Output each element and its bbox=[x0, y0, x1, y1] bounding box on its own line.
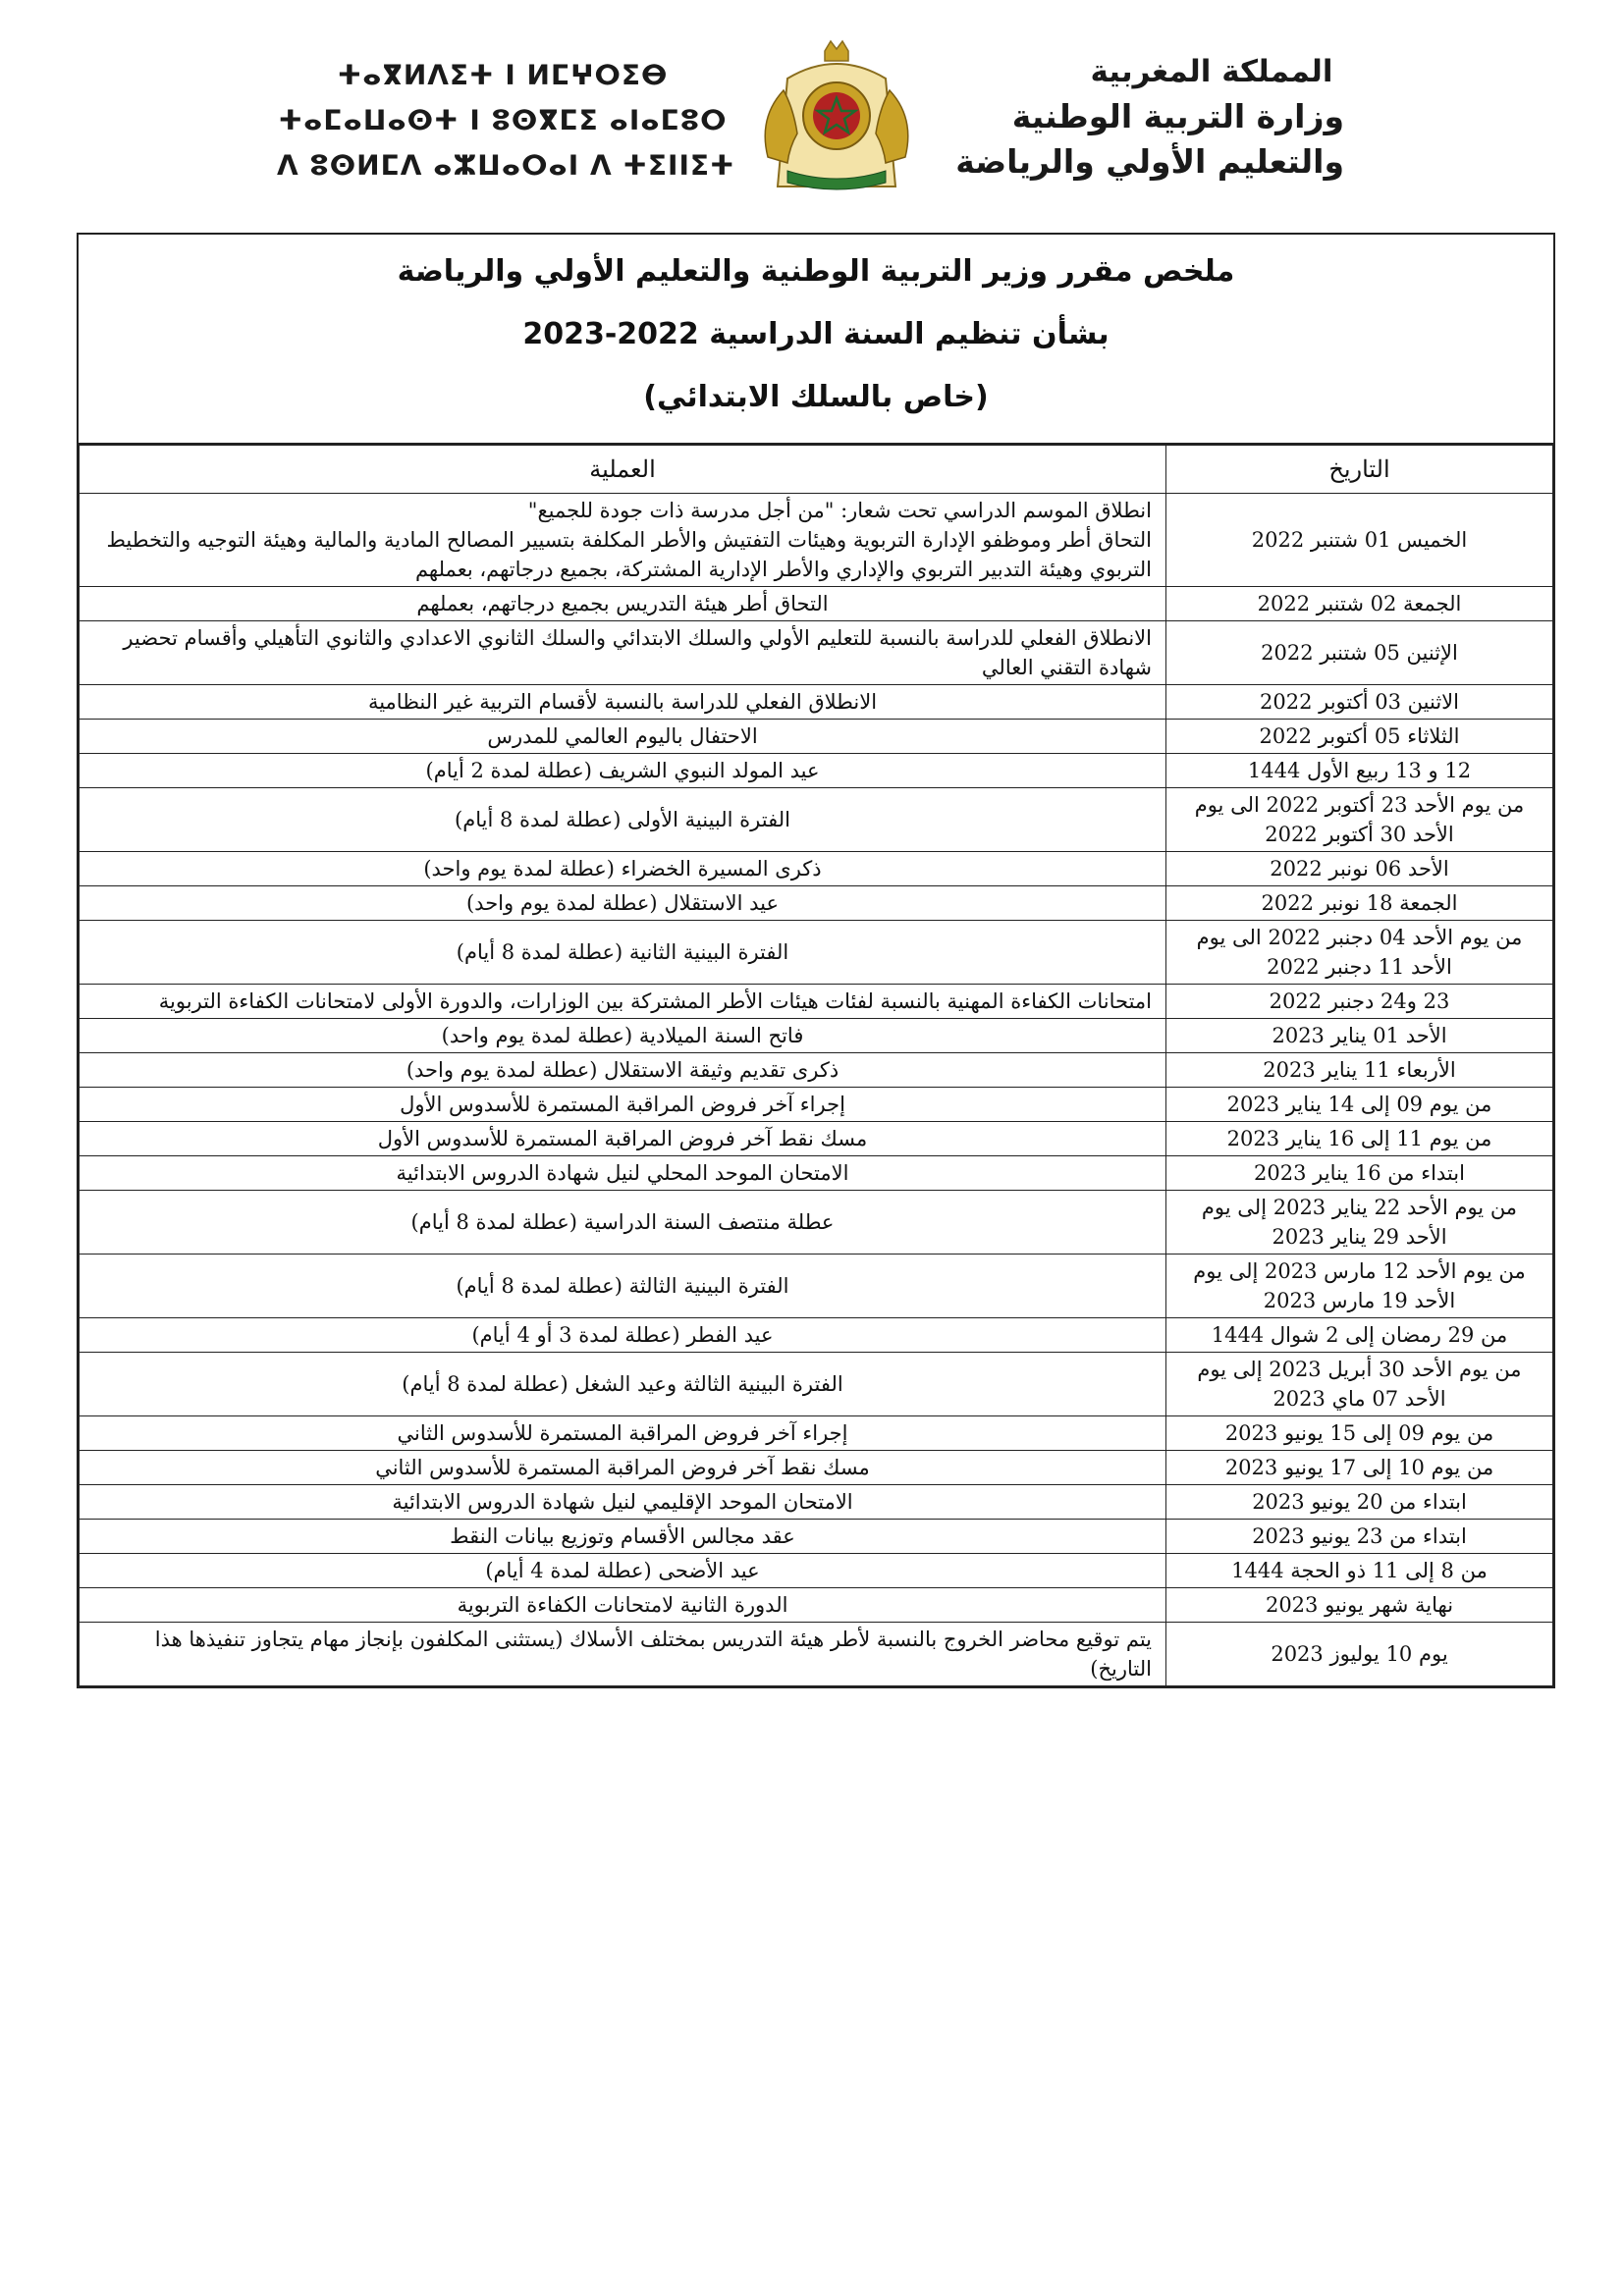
row-operation: انطلاق الموسم الدراسي تحت شعار: "من أجل مدرسة ذات جودة للجميع" التحاق أطر وموظفو الإدارة التربوية وهيئات التفتيش والأطر المكلفة بتسيير المصالح المادية والمالية وهيئة التوجيه والتخطيط التربوي وهيئة التدبير التربوي والإداري والأطر الإدارية المشتركة، بجميع درجاتهم، بعملهم bbox=[80, 494, 1166, 587]
table-row bbox=[80, 494, 1553, 587]
row-operation: عيد الفطر (عطلة لمدة 3 أو 4 أيام) bbox=[80, 1318, 1166, 1353]
row-date: من يوم 11 إلى 16 يناير 2023 bbox=[1166, 1122, 1553, 1156]
row-date: من يوم 10 إلى 17 يونيو 2023 bbox=[1166, 1451, 1553, 1485]
table-row bbox=[80, 1019, 1553, 1053]
row-date: ابتداء من 16 يناير 2023 bbox=[1166, 1156, 1553, 1191]
tifinagh-line-2: ⵜⴰⵎⴰⵡⴰⵙⵜ ⵏ ⵓⵙⴳⵎⵉ ⴰⵏⴰⵎⵓⵔ bbox=[278, 104, 728, 136]
document-title bbox=[79, 235, 1553, 445]
row-date: يوم 10 يوليوز 2023 bbox=[1166, 1623, 1553, 1686]
row-date: الاثنين 03 أكتوبر 2022 bbox=[1166, 685, 1553, 720]
table-row bbox=[80, 754, 1553, 788]
row-operation: عيد الأضحى (عطلة لمدة 4 أيام) bbox=[80, 1554, 1166, 1588]
table-row bbox=[80, 685, 1553, 720]
row-operation: الانطلاق الفعلي للدراسة بالنسبة للتعليم الأولي والسلك الابتدائي والسلك الثانوي الاعدادي والثانوي التأهيلي وأقسام تحضير شهادة التقني العالي bbox=[80, 621, 1166, 685]
row-operation: عطلة منتصف السنة الدراسية (عطلة لمدة 8 أيام) bbox=[80, 1191, 1166, 1255]
row-date: من 29 رمضان إلى 2 شوال 1444 bbox=[1166, 1318, 1553, 1353]
table-row bbox=[80, 852, 1553, 886]
row-date: الأحد 06 نونبر 2022 bbox=[1166, 852, 1553, 886]
row-date: نهاية شهر يونيو 2023 bbox=[1166, 1588, 1553, 1623]
row-date: الأحد 01 يناير 2023 bbox=[1166, 1019, 1553, 1053]
table-row bbox=[80, 1191, 1553, 1255]
table-row bbox=[80, 1623, 1553, 1686]
row-date: الجمعة 02 شتنبر 2022 bbox=[1166, 587, 1553, 621]
row-operation: الانطلاق الفعلي للدراسة بالنسبة لأقسام التربية غير النظامية bbox=[80, 685, 1166, 720]
row-date: ابتداء من 23 يونيو 2023 bbox=[1166, 1520, 1553, 1554]
column-header-date: التاريخ bbox=[1166, 446, 1553, 494]
row-operation: الامتحان الموحد الإقليمي لنيل شهادة الدروس الابتدائية bbox=[80, 1485, 1166, 1520]
table-row bbox=[80, 1485, 1553, 1520]
row-operation: الدورة الثانية لامتحانات الكفاءة التربوية bbox=[80, 1588, 1166, 1623]
table-row bbox=[80, 1416, 1553, 1451]
row-date: الجمعة 18 نونبر 2022 bbox=[1166, 886, 1553, 921]
ministry-line-1: وزارة التربية الوطنية bbox=[1011, 97, 1344, 135]
row-operation: فاتح السنة الميلادية (عطلة لمدة يوم واحد) bbox=[80, 1019, 1166, 1053]
row-date: من يوم 09 إلى 14 يناير 2023 bbox=[1166, 1088, 1553, 1122]
table-row bbox=[80, 886, 1553, 921]
row-operation: امتحانات الكفاءة المهنية بالنسبة لفئات هيئات الأطر المشتركة بين الوزارات، والدورة الأولى لامتحانات الكفاءة التربوية bbox=[80, 985, 1166, 1019]
row-date: الإثنين 05 شتنبر 2022 bbox=[1166, 621, 1553, 685]
row-date: الأربعاء 11 يناير 2023 bbox=[1166, 1053, 1553, 1088]
row-operation: ذكرى المسيرة الخضراء (عطلة لمدة يوم واحد) bbox=[80, 852, 1166, 886]
row-operation: الفترة البينية الثانية (عطلة لمدة 8 أيام) bbox=[80, 921, 1166, 985]
row-operation: مسك نقط آخر فروض المراقبة المستمرة للأسدوس الأول bbox=[80, 1122, 1166, 1156]
row-operation: الامتحان الموحد المحلي لنيل شهادة الدروس الابتدائية bbox=[80, 1156, 1166, 1191]
row-operation: الفترة البينية الثالثة (عطلة لمدة 8 أيام) bbox=[80, 1255, 1166, 1318]
ministry-name-tifinagh bbox=[277, 53, 735, 188]
row-date: من يوم الأحد 12 مارس 2023 إلى يوم الأحد 19 مارس 2023 bbox=[1166, 1255, 1553, 1318]
letterhead bbox=[0, 39, 1624, 196]
column-header-operation: العملية bbox=[80, 446, 1166, 494]
table-row bbox=[80, 587, 1553, 621]
table-row bbox=[80, 1353, 1553, 1416]
kingdom-name: المملكة المغربية bbox=[1090, 54, 1333, 89]
row-date: 12 و 13 ربيع الأول 1444 bbox=[1166, 754, 1553, 788]
table-header-row bbox=[80, 446, 1553, 494]
row-operation: الاحتفال باليوم العالمي للمدرس bbox=[80, 720, 1166, 754]
row-operation: التحاق أطر هيئة التدريس بجميع درجاتهم، بعملهم bbox=[80, 587, 1166, 621]
table-row bbox=[80, 1255, 1553, 1318]
schedule-document bbox=[77, 233, 1555, 1688]
coat-of-arms-icon bbox=[748, 39, 925, 196]
row-date: من يوم الأحد 04 دجنبر 2022 الى يوم الأحد 11 دجنبر 2022 bbox=[1166, 921, 1553, 985]
title-line-1: ملخص مقرر وزير التربية الوطنية والتعليم الأولي والرياضة bbox=[397, 254, 1235, 289]
row-date: من يوم الأحد 30 أبريل 2023 إلى يوم الأحد 07 ماي 2023 bbox=[1166, 1353, 1553, 1416]
table-row bbox=[80, 1053, 1553, 1088]
schedule-table bbox=[79, 445, 1553, 1686]
ministry-line-2: والتعليم الأولي والرياضة bbox=[955, 142, 1344, 181]
table-row bbox=[80, 985, 1553, 1019]
table-row bbox=[80, 621, 1553, 685]
row-operation: الفترة البينية الأولى (عطلة لمدة 8 أيام) bbox=[80, 788, 1166, 852]
row-date: 23 و24 دجنبر 2022 bbox=[1166, 985, 1553, 1019]
row-operation: عيد الاستقلال (عطلة لمدة يوم واحد) bbox=[80, 886, 1166, 921]
row-date: من يوم الأحد 22 يناير 2023 إلى يوم الأحد 29 يناير 2023 bbox=[1166, 1191, 1553, 1255]
table-row bbox=[80, 1122, 1553, 1156]
table-row bbox=[80, 1088, 1553, 1122]
table-row bbox=[80, 1156, 1553, 1191]
row-date: الخميس 01 شتنبر 2022 bbox=[1166, 494, 1553, 587]
table-row bbox=[80, 1520, 1553, 1554]
row-date: من يوم الأحد 23 أكتوبر 2022 الى يوم الأحد 30 أكتوبر 2022 bbox=[1166, 788, 1553, 852]
table-row bbox=[80, 788, 1553, 852]
table-row bbox=[80, 1554, 1553, 1588]
title-line-3: (خاص بالسلك الابتدائي) bbox=[643, 380, 989, 414]
ministry-name-arabic bbox=[955, 49, 1344, 185]
tifinagh-line-1: ⵜⴰⴳⵍⴷⵉⵜ ⵏ ⵍⵎⵖⵔⵉⴱ bbox=[337, 59, 669, 91]
row-date: الثلاثاء 05 أكتوبر 2022 bbox=[1166, 720, 1553, 754]
row-date: ابتداء من 20 يونيو 2023 bbox=[1166, 1485, 1553, 1520]
row-operation: إجراء آخر فروض المراقبة المستمرة للأسدوس الثاني bbox=[80, 1416, 1166, 1451]
row-operation: ذكرى تقديم وثيقة الاستقلال (عطلة لمدة يوم واحد) bbox=[80, 1053, 1166, 1088]
row-operation: يتم توقيع محاضر الخروج بالنسبة لأطر هيئة التدريس بمختلف الأسلاك (يستثنى المكلفون بإنجاز مهام يتجاوز تنفيذها هذا التاريخ) bbox=[80, 1623, 1166, 1686]
row-operation: إجراء آخر فروض المراقبة المستمرة للأسدوس الأول bbox=[80, 1088, 1166, 1122]
table-row bbox=[80, 1451, 1553, 1485]
table-row bbox=[80, 921, 1553, 985]
table-row bbox=[80, 1318, 1553, 1353]
row-operation: عقد مجالس الأقسام وتوزيع بيانات النقط bbox=[80, 1520, 1166, 1554]
row-operation: عيد المولد النبوي الشريف (عطلة لمدة 2 أيام) bbox=[80, 754, 1166, 788]
row-operation: مسك نقط آخر فروض المراقبة المستمرة للأسدوس الثاني bbox=[80, 1451, 1166, 1485]
row-date: من يوم 09 إلى 15 يونيو 2023 bbox=[1166, 1416, 1553, 1451]
title-line-2: بشأن تنظيم السنة الدراسية 2022-2023 bbox=[522, 317, 1110, 351]
table-row bbox=[80, 1588, 1553, 1623]
row-date: من 8 إلى 11 ذو الحجة 1444 bbox=[1166, 1554, 1553, 1588]
table-row bbox=[80, 720, 1553, 754]
tifinagh-line-3: ⴷ ⵓⵙⵍⵎⴷ ⴰⵣⵡⴰⵔⴰⵏ ⴷ ⵜⵉⵏⵏⵉⵜ bbox=[277, 149, 735, 182]
row-operation: الفترة البينية الثالثة وعيد الشغل (عطلة لمدة 8 أيام) bbox=[80, 1353, 1166, 1416]
